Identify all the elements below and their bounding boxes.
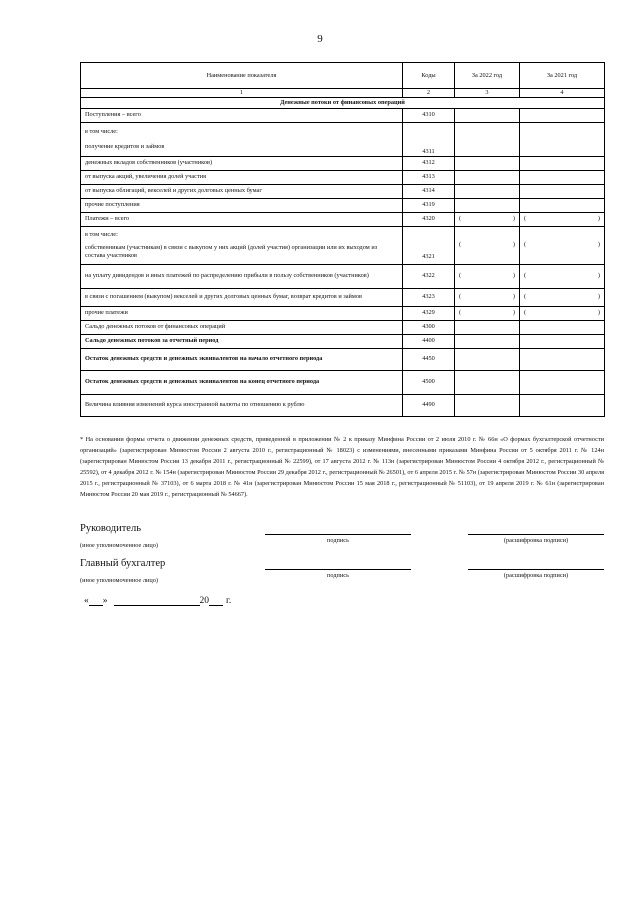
paren-open: ( (524, 272, 527, 280)
value-2021-cell[interactable] (520, 212, 605, 226)
head-decode-caption: (расшифровка подписи) (503, 537, 569, 544)
value-2021-cell[interactable] (520, 170, 605, 184)
row-code: 4500 (403, 370, 455, 394)
value-2022-cell[interactable] (455, 394, 520, 416)
table-row (81, 370, 605, 394)
value-2021-cell[interactable] (520, 348, 605, 370)
value-2022-cell[interactable] (455, 370, 520, 394)
value-2022-cell[interactable] (455, 288, 520, 306)
row-code: 4490 (403, 394, 455, 416)
table-row (81, 122, 605, 156)
row-name: Остаток денежных средств и денежных эквивалентов на начало отчетного периода (81, 348, 403, 370)
table-row (81, 348, 605, 370)
accountant-signature-caption: подпись (327, 572, 349, 579)
row-name-text: собственникам (участникам) в связи с выкупом у них акций (долей участия) организации или их выходом из состава участников (85, 243, 378, 259)
head-signature-line[interactable] (265, 534, 411, 535)
table-row (81, 170, 605, 184)
paren-close: ) (597, 309, 600, 317)
table-row (81, 306, 605, 320)
value-2021-cell[interactable] (520, 264, 605, 288)
table-row (81, 156, 605, 170)
paren-open: ( (459, 309, 462, 317)
value-2021-cell[interactable] (520, 306, 605, 320)
head-decode-line[interactable] (468, 534, 604, 535)
day-field[interactable] (89, 596, 103, 606)
table-row (81, 212, 605, 226)
table-row (81, 320, 605, 334)
table-row (81, 226, 605, 264)
value-2022-cell[interactable] (455, 156, 520, 170)
column-number: 2 (403, 89, 455, 98)
header-codes: Коды (403, 63, 455, 89)
table-row (81, 264, 605, 288)
row-code: 4313 (403, 170, 455, 184)
row-name (81, 226, 403, 264)
accountant-signature-line[interactable] (265, 569, 411, 570)
paren-open: ( (459, 272, 462, 280)
year-field[interactable] (209, 596, 223, 606)
paren-open: ( (524, 215, 527, 223)
value-2022-cell[interactable] (455, 306, 520, 320)
row-code: 4300 (403, 320, 455, 334)
value-2022-cell[interactable] (455, 226, 520, 264)
head-hint: (иное уполномоченное лицо) (80, 542, 158, 549)
paren-open: ( (524, 309, 527, 317)
value-2022-cell[interactable] (455, 108, 520, 122)
table-row (81, 108, 605, 122)
row-name: Поступления – всего (81, 108, 403, 122)
paren-close: ) (512, 293, 515, 301)
row-name (81, 122, 403, 156)
accountant-signature-block (80, 558, 604, 594)
table-row (81, 198, 605, 212)
row-code: 4314 (403, 184, 455, 198)
header-indicator: Наименование показателя (81, 63, 403, 89)
column-number-row (81, 89, 605, 98)
value-2021-cell[interactable] (520, 370, 605, 394)
row-code: 4311 (403, 122, 455, 156)
row-code: 4329 (403, 306, 455, 320)
year-prefix: 20 (199, 596, 209, 606)
page-number: 9 (317, 33, 323, 45)
paren-open: ( (524, 241, 527, 249)
value-2021-cell[interactable] (520, 198, 605, 212)
head-role: Руководитель (80, 523, 141, 534)
row-code: 4312 (403, 156, 455, 170)
row-code: 4400 (403, 334, 455, 348)
paren-close: ) (512, 309, 515, 317)
row-code: 4310 (403, 108, 455, 122)
head-signature-caption: подпись (327, 537, 349, 544)
value-2021-cell[interactable] (520, 108, 605, 122)
accountant-role: Главный бухгалтер (80, 558, 166, 569)
value-2022-cell[interactable] (455, 348, 520, 370)
date-open-quote: « (84, 596, 89, 606)
accountant-hint: (иное уполномоченное лицо) (80, 577, 158, 584)
paren-open: ( (459, 241, 462, 249)
header-year-2021: За 2021 год (520, 63, 605, 89)
cash-flow-table (80, 62, 605, 417)
row-name: прочие платежи (81, 306, 403, 320)
value-2021-cell[interactable] (520, 288, 605, 306)
paren-close: ) (597, 272, 600, 280)
table-row (81, 394, 605, 416)
accountant-decode-caption: (расшифровка подписи) (503, 572, 569, 579)
head-signature-block (80, 523, 604, 559)
value-2022-cell[interactable] (455, 212, 520, 226)
month-field[interactable] (114, 596, 200, 606)
row-name: в связи с погашением (выкупом) векселей и других долговых ценных бумаг, возврат кредитов и займов (81, 288, 403, 306)
date-line (84, 596, 231, 606)
row-name: денежных вкладов собственников (участников) (81, 156, 403, 170)
paren-close: ) (512, 241, 515, 249)
row-code: 4322 (403, 264, 455, 288)
row-code: 4450 (403, 348, 455, 370)
value-2022-cell[interactable] (455, 184, 520, 198)
column-number: 1 (81, 89, 403, 98)
value-2021-cell[interactable] (520, 184, 605, 198)
paren-open: ( (459, 215, 462, 223)
paren-open: ( (459, 293, 462, 301)
paren-close: ) (597, 293, 600, 301)
row-name: Сальдо денежных потоков от финансовых операций (81, 320, 403, 334)
table-row (81, 184, 605, 198)
row-name: Сальдо денежных потоков за отчетный период (81, 334, 403, 348)
value-2022-cell[interactable] (455, 198, 520, 212)
row-code: 4323 (403, 288, 455, 306)
column-number: 4 (520, 89, 605, 98)
paren-close: ) (597, 215, 600, 223)
row-name-text: получение кредитов и займов (85, 143, 165, 151)
row-name: от выпуска акций, увеличения долей участия (81, 170, 403, 184)
section-title: Денежные потоки от финансовых операций (81, 97, 605, 108)
year-suffix: г. (226, 596, 232, 606)
paren-close: ) (512, 272, 515, 280)
row-code: 4321 (403, 226, 455, 264)
paren-open: ( (524, 293, 527, 301)
row-name: Платежи – всего (81, 212, 403, 226)
including-label: в том числе: (85, 127, 118, 135)
value-2021-cell[interactable] (520, 156, 605, 170)
section-row (81, 97, 605, 108)
value-2022-cell[interactable] (455, 334, 520, 348)
paren-close: ) (512, 215, 515, 223)
row-name: прочие поступления (81, 198, 403, 212)
footnote: * На основании формы отчета о движении денежных средств, приведенной в приложении № 2 к приказу Минфина России от 2 июля 2010 г. № 66н «О формах бухгалтерской отчетности организаций» (зарегистрирован Минюстом России 2 августа 2010 г., регистрационный № 18023) с изменениями, внесенными приказами Минфина России от 5 октября 2011 г. № 124н (зарегистрирован Минюстом России 13 декабря 2011 г., регистрационный № 22599), от 17 августа 2012 г. № 113н (зарегистрирован Минюстом России 4 октября 2012 г., регистрационный № 25592), от 4 декабря 2012 г. № 154н (зарегистрирован Минюстом России 29 декабря 2012 г., регистрационный № 26501), от 6 апреля 2015 г. № 57н (зарегистрирован Минюстом России 30 апреля 2015 г., регистрационный № 37103), от 6 марта 2018 г. № 41н (зарегистрирован Минюстом России 15 мая 2018 г., регистрационный № 51103), от 19 апреля 2019 г. № 61н (зарегистрирован Минюстом России 20 мая 2019 г., регистрационный № 54667). (80, 436, 604, 498)
value-2022-cell[interactable] (455, 170, 520, 184)
row-code: 4319 (403, 198, 455, 212)
column-number: 3 (455, 89, 520, 98)
table-row (81, 334, 605, 348)
date-close-quote: » (102, 596, 108, 606)
row-name: на уплату дивидендов и иных платежей по распределению прибыли в пользу собственников (участников) (81, 264, 403, 288)
row-name: Остаток денежных средств и денежных эквивалентов на конец отчетного периода (81, 370, 403, 394)
value-2021-cell[interactable] (520, 122, 605, 156)
accountant-decode-line[interactable] (468, 569, 604, 570)
header-year-2022: За 2022 год (455, 63, 520, 89)
value-2021-cell[interactable] (520, 320, 605, 334)
table-row (81, 288, 605, 306)
value-2021-cell[interactable] (520, 394, 605, 416)
paren-close: ) (597, 241, 600, 249)
table-header-row (81, 63, 605, 89)
value-2022-cell[interactable] (455, 320, 520, 334)
row-name: от выпуска облигаций, векселей и других долговых ценных бумаг (81, 184, 403, 198)
value-2022-cell[interactable] (455, 264, 520, 288)
row-code: 4320 (403, 212, 455, 226)
value-2021-cell[interactable] (520, 226, 605, 264)
value-2022-cell[interactable] (455, 122, 520, 156)
value-2021-cell[interactable] (520, 334, 605, 348)
row-name: Величина влияния изменений курса иностранной валюты по отношению к рублю (81, 394, 403, 416)
including-label: в том числе: (85, 231, 118, 239)
